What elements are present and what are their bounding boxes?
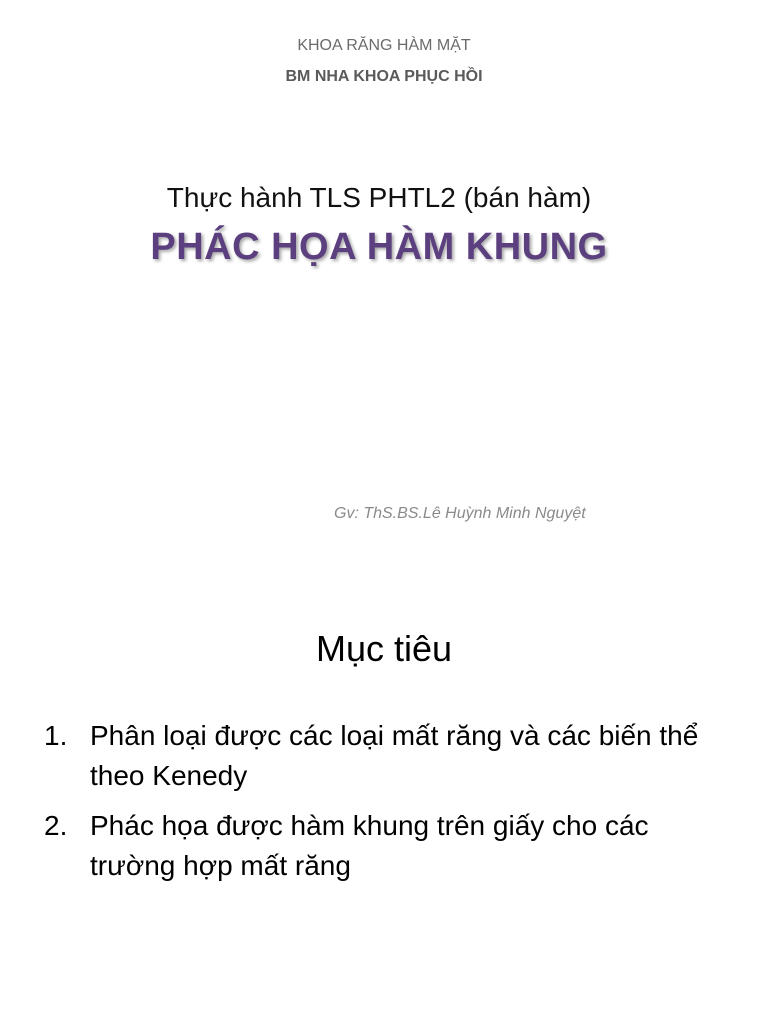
slide-title: PHÁC HỌA HÀM KHUNG bbox=[150, 226, 608, 268]
subdepartment-name: BM NHA KHOA PHỤC HỒI bbox=[285, 68, 483, 85]
objectives-heading: Mục tiêu bbox=[315, 628, 453, 669]
objectives-slide bbox=[0, 576, 768, 1024]
course-subtitle: Thực hành TLS PHTL2 (bán hàm) bbox=[166, 182, 592, 213]
list-item-text: Phân loại được các loại mất răng và các biến thể theo Kenedy bbox=[90, 720, 699, 791]
list-item-number: 2. bbox=[44, 810, 68, 841]
lecturer-name: Gv: ThS.BS.Lê Huỳnh Minh Nguyệt bbox=[334, 505, 586, 522]
objectives-list bbox=[44, 716, 734, 896]
list-item bbox=[44, 806, 734, 886]
list-item-text: Phác họa được hàm khung trên giấy cho các trường hợp mất răng bbox=[90, 810, 649, 881]
department-name: KHOA RĂNG HÀM MẶT bbox=[297, 37, 471, 54]
list-item-number: 1. bbox=[44, 720, 68, 751]
list-item bbox=[44, 716, 734, 796]
